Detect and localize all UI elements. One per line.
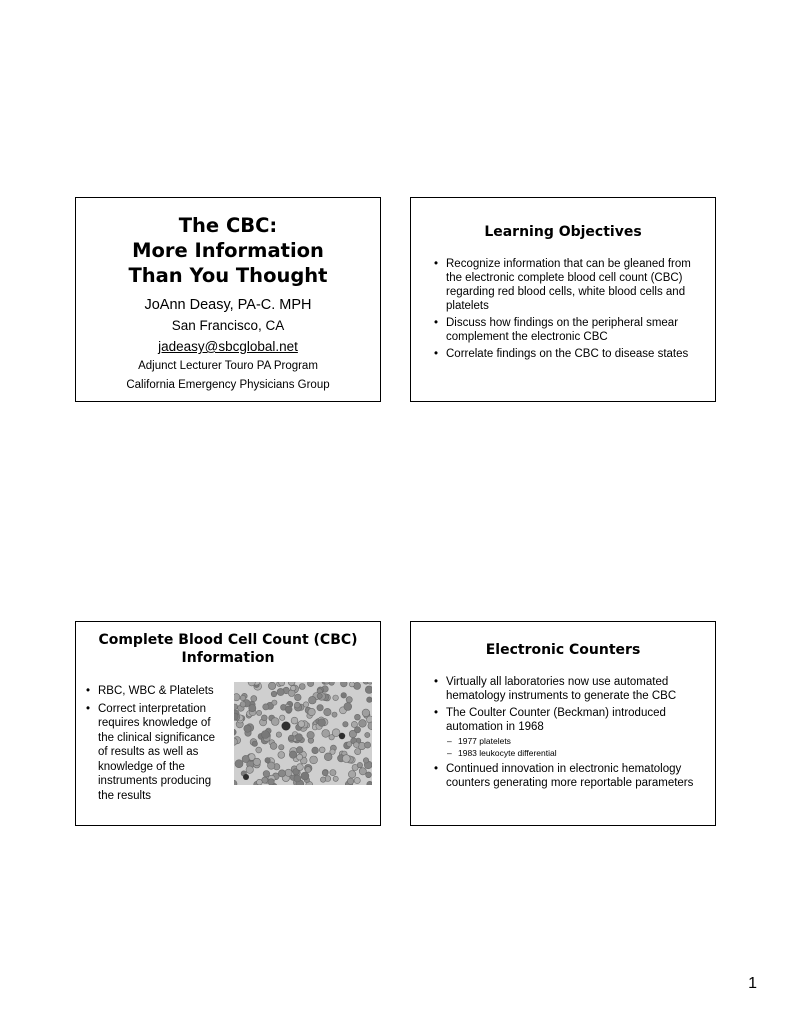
slide-cbc-information <box>75 621 381 826</box>
title-line: The CBC: <box>178 214 278 237</box>
slide-heading: Learning Objectives <box>484 224 642 240</box>
title-line: More Information <box>132 239 324 262</box>
slide-electronic-counters <box>410 621 716 826</box>
bullet-text: The Coulter Counter (Beckman) introduced automation in 1968 <box>446 707 666 733</box>
bullet-item: • Discuss how findings on the peripheral smear complement the electronic CBC <box>434 316 701 344</box>
bullet-item: • Correlate findings on the CBC to disease states <box>434 347 701 361</box>
bullet-list <box>434 675 701 790</box>
affiliation: California Emergency Physicians Group <box>126 379 330 391</box>
slide-learning-objectives <box>410 197 716 402</box>
sub-bullet-list <box>446 735 701 759</box>
heading-line: Complete Blood Cell Count (CBC) <box>98 632 358 648</box>
sub-bullet-item: – 1983 leukocyte differential <box>446 747 701 759</box>
bullet-list <box>86 684 226 806</box>
heading-line: Information <box>181 650 275 666</box>
slide-title <box>75 197 381 402</box>
sub-bullet-item: – 1977 platelets <box>446 735 701 747</box>
blood-smear-image <box>234 682 372 785</box>
bullet-item: • Virtually all laboratories now use automated hematology instruments to generate the CBC <box>434 675 701 703</box>
bullet-item: • Recognize information that can be gleaned from the electronic complete blood cell count (CBC) regarding red blood cells, white blood cells and platelets <box>434 257 701 313</box>
page-number: 1 <box>748 975 757 992</box>
author-email-link[interactable]: jadeasy@sbcglobal.net <box>158 339 298 354</box>
title-line: Than You Thought <box>128 264 328 287</box>
bullet-item: • Continued innovation in electronic hematology counters generating more reportable parameters <box>434 762 701 790</box>
slide-title-heading <box>76 213 380 288</box>
author-location: San Francisco, CA <box>171 318 285 333</box>
slide-heading <box>76 631 380 667</box>
bullet-item: • RBC, WBC & Platelets <box>86 684 226 699</box>
bullet-item <box>434 706 701 759</box>
author-name: JoAnn Deasy, PA-C. MPH <box>144 297 312 313</box>
bullet-list <box>434 257 701 361</box>
bullet-item: • Correct interpretation requires knowledge of the clinical significance of results as well as knowledge of the instruments producing the results <box>86 702 226 804</box>
affiliation: Adjunct Lecturer Touro PA Program <box>138 360 318 372</box>
slide-heading: Electronic Counters <box>485 642 641 658</box>
